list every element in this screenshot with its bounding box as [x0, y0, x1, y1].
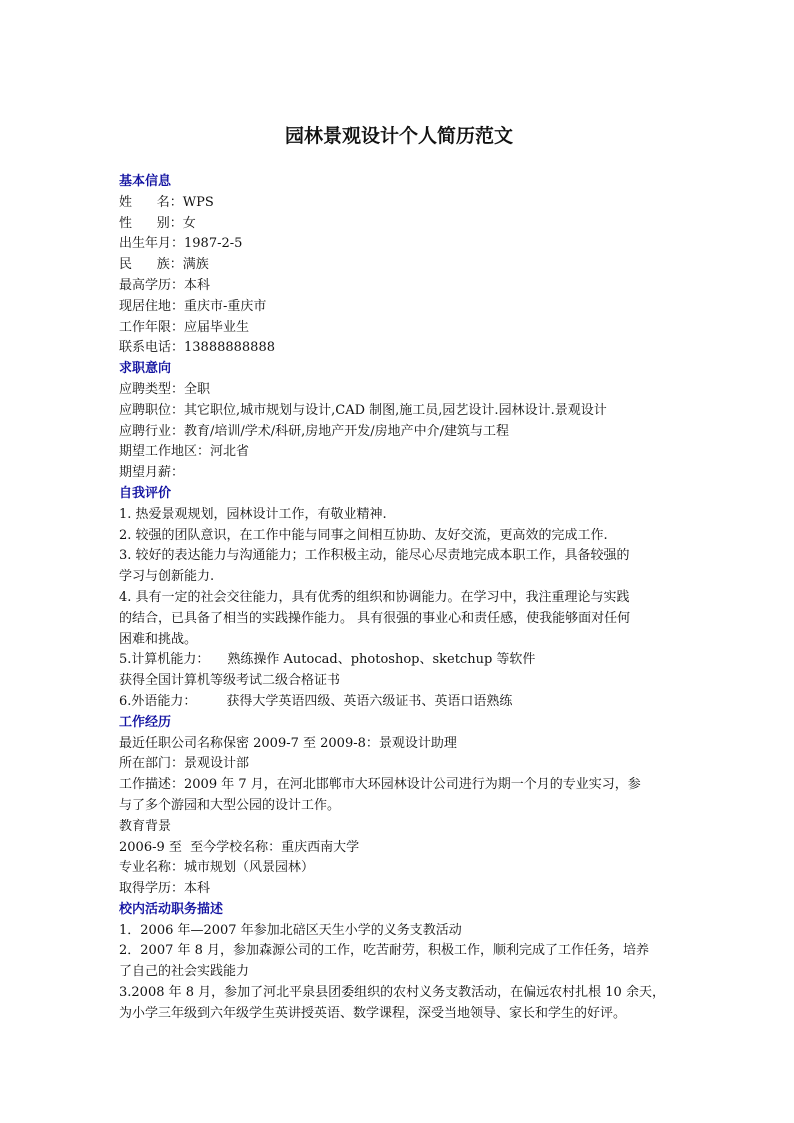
education-row	[119, 276, 679, 297]
education-label: 最高学历：	[119, 277, 185, 293]
birth-value: 1987-2-5	[184, 236, 243, 252]
gender-row	[119, 214, 679, 235]
phone-value: 13888888888	[184, 340, 275, 356]
job-area-label: 期望工作地区：	[119, 444, 211, 460]
residence-label: 现居住地：	[119, 298, 185, 314]
self-eval-item-4b: 的结合，已具备了相当的实践操作能力。 具有很强的事业心和责任感，使我能够面对任何	[119, 610, 631, 626]
residence-value: 重庆市-重庆市	[184, 298, 267, 314]
residence-row	[119, 297, 679, 318]
job-type-label: 应聘类型：	[119, 381, 185, 397]
self-eval-item-2: 2. 较强的团队意识，在工作中能与同事之间相互协助、友好交流，更高效的完成工作.	[119, 527, 608, 543]
section-heading-work-experience: 工作经历	[119, 714, 172, 730]
self-eval-item-3a: 3. 较好的表达能力与沟通能力；工作积极主动，能尽心尽责地完成本职工作，具备较强的	[119, 548, 630, 564]
document-title: 园林景观设计个人简历范文	[284, 125, 513, 147]
section-heading-basic-info: 基本信息	[119, 174, 172, 189]
job-position-value: 其它职位,城市规划与设计,CAD 制图,施工员,园艺设计.园林设计.景观设计	[184, 402, 607, 418]
ethnic-value: 满族	[182, 257, 209, 273]
education-background-label: 教育背景	[119, 818, 172, 834]
degree: 取得学历：本科	[119, 881, 211, 897]
job-industry-label: 应聘行业：	[119, 423, 185, 439]
computer-skill-value: 熟练操作 Autocad、photoshop、sketchup 等软件	[227, 652, 536, 668]
section-heading-self-evaluation: 自我评价	[119, 485, 172, 501]
work-years-row	[119, 318, 679, 339]
self-eval-item-4c: 困难和挑战。	[119, 631, 198, 647]
name-label: 姓 名：	[119, 194, 183, 210]
resume-content	[119, 172, 679, 1025]
ethnic-row	[119, 255, 679, 276]
job-position-row	[119, 401, 679, 422]
work-years-value: 应届毕业生	[184, 319, 250, 335]
computer-skill-row	[119, 650, 679, 671]
phone-row	[119, 338, 679, 359]
salary-label: 期望月薪：	[119, 465, 185, 481]
computer-cert: 获得全国计算机等级考试二级合格证书	[119, 673, 341, 689]
self-eval-item-1: 1. 热爱景观规划，园林设计工作，有敬业精神.	[119, 506, 387, 522]
major: 专业名称：城市规划（风景园林）	[119, 860, 315, 876]
job-type-row	[119, 380, 679, 401]
recent-job: 最近任职公司名称保密 2009-7 至 2009-8：景观设计助理	[119, 735, 457, 751]
section-heading-campus-activities: 校内活动职务描述	[119, 901, 224, 917]
birth-row	[119, 234, 679, 255]
work-description-a: 工作描述：2009 年 7 月，在河北邯郸市大环园林设计公司进行为期一个月的专业实习，参	[119, 777, 641, 793]
education-value: 本科	[184, 277, 211, 293]
phone-label: 联系电话：	[119, 340, 185, 356]
name-row	[119, 193, 679, 214]
work-description-b: 与了多个游园和大型公园的设计工作。	[119, 797, 341, 813]
self-eval-item-3b: 学习与创新能力.	[119, 569, 215, 585]
job-area-value: 河北省	[210, 444, 250, 460]
computer-skill-label: 5.计算机能力：	[119, 652, 210, 668]
school: 2006-9 至 至今学校名称：重庆西南大学	[119, 839, 360, 855]
job-area-row	[119, 442, 679, 463]
language-skill-row	[119, 692, 679, 713]
gender-value: 女	[182, 215, 196, 231]
campus-item-1: 1．2006 年—2007 年参加北碚区天生小学的义务支教活动	[119, 922, 462, 938]
job-position-label: 应聘职位：	[119, 402, 185, 418]
language-skill-value: 获得大学英语四级、英语六级证书、英语口语熟练	[226, 693, 513, 709]
campus-item-2b: 了自己的社会实践能力	[119, 964, 250, 980]
department: 所在部门：景观设计部	[119, 756, 250, 772]
campus-item-3b: 为小学三年级到六年级学生英讲授英语、数学课程，深受当地领导、家长和学生的好评。	[119, 1005, 627, 1021]
job-industry-value: 教育/培训/学术/科研,房地产开发/房地产中介/建筑与工程	[184, 423, 510, 439]
ethnic-label: 民 族：	[119, 257, 183, 273]
salary-row	[119, 463, 679, 484]
birth-label: 出生年月：	[119, 236, 185, 252]
job-type-value: 全职	[184, 381, 211, 397]
section-heading-job-intent: 求职意向	[119, 361, 172, 377]
gender-label: 性 别：	[119, 215, 183, 231]
name-value: WPS	[182, 194, 214, 210]
job-industry-row	[119, 422, 679, 443]
campus-item-2a: 2．2007 年 8 月，参加森源公司的工作，吃苦耐劳，积极工作，顺利完成了工作任务，培养	[119, 943, 650, 959]
work-years-label: 工作年限：	[119, 319, 185, 335]
campus-item-3a: 3.2008 年 8 月，参加了河北平泉县团委组织的农村义务支教活动，在偏远农村扎根 10 余天，	[119, 985, 665, 1001]
self-eval-item-4a: 4. 具有一定的社会交往能力，具有优秀的组织和协调能力。在学习中，我注重理论与实践	[119, 589, 630, 605]
language-skill-label: 6.外语能力：	[119, 693, 197, 709]
